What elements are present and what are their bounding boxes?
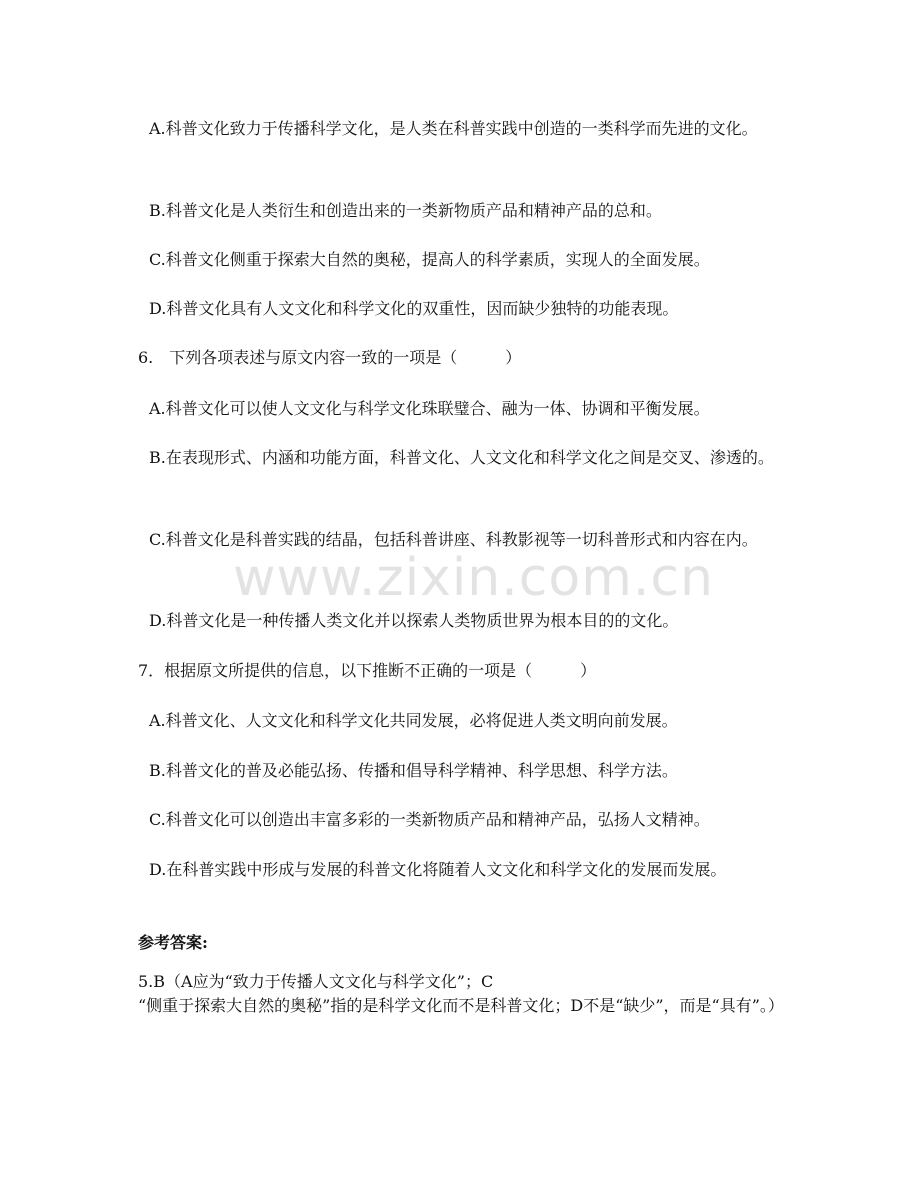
q5-option-c: C.科普文化侧重于探索大自然的奥秘，提高人的科学素质，实现人的全面发展。 (149, 250, 710, 269)
q7-option-b: B.科普文化的普及必能弘扬、传播和倡导科学精神、科学思想、科学方法。 (149, 761, 678, 780)
q5-option-b: B.科普文化是人类衍生和创造出来的一类新物质产品和精神产品的总和。 (149, 201, 662, 220)
q6-option-c: C.科普文化是科普实践的结晶，包括科普讲座、科教影视等一切科普形式和内容在内。 (149, 530, 758, 549)
q5-option-d: D.科普文化具有人文文化和科学文化的双重性，因而缺少独特的功能表现。 (149, 299, 679, 318)
watermark: www.zixin.com.cn (233, 548, 714, 608)
q7-question: 7．根据原文所提供的信息，以下推断不正确的一项是（ ） (138, 661, 597, 680)
q6-option-b: B.在表现形式、内涵和功能方面，科普文化、人文文化和科学文化之间是交叉、渗透的。 (149, 448, 774, 467)
q7-option-c: C.科普文化可以创造出丰富多彩的一类新物质产品和精神产品，弘扬人文精神。 (149, 810, 710, 829)
q6-option-a: A.科普文化可以使人文文化与科学文化珠联璧合、融为一体、协调和平衡发展。 (149, 399, 710, 418)
answer-line-2: “侧重于探索大自然的奥秘”指的是科学文化而不是科普文化；D不是“缺少”，而是“具有”。） (138, 996, 784, 1015)
q5-option-a: A.科普文化致力于传播科学文化，是人类在科普实践中创造的一类科学而先进的文化。 (149, 119, 758, 138)
q6-question: 6. 下列各项表述与原文内容一致的一项是（ ） (138, 348, 522, 367)
q6-option-d: D.科普文化是一种传播人类文化并以探索人类物质世界为根本目的的文化。 (149, 611, 679, 630)
q7-option-a: A.科普文化、人文文化和科学文化共同发展，必将促进人类文明向前发展。 (149, 711, 678, 730)
answer-heading: 参考答案: (138, 933, 208, 952)
answer-line-1: 5.B（A应为“致力于传播人文文化与科学文化”；C (138, 972, 494, 991)
q7-option-d: D.在科普实践中形成与发展的科普文化将随着人文文化和科学文化的发展而发展。 (149, 860, 727, 879)
